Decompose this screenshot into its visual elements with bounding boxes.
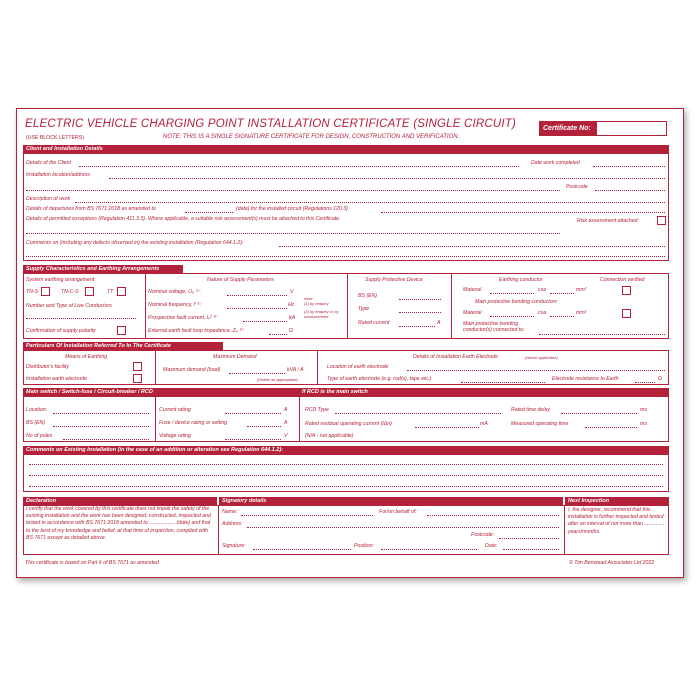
bonding-verified-checkbox[interactable] (622, 309, 631, 318)
time-delay-input[interactable] (561, 413, 637, 414)
unit-ohm: Ω (289, 328, 293, 334)
installation-location-label: Installation location/address (26, 172, 91, 178)
nominal-voltage-label: Nominal voltage, U₀ ⁽¹⁾ (148, 289, 200, 295)
external-loop-input[interactable] (269, 334, 287, 335)
position-label: Position: (354, 543, 374, 549)
nature-supply-heading: Nature of Supply Parameters (207, 277, 274, 283)
rcd-type-input[interactable] (335, 413, 501, 414)
type-electrode-input[interactable] (461, 382, 545, 383)
bonding-connected-label: Main protective bonding conductor(s) connected to: (463, 321, 525, 333)
certificate-number-label: Certificate No: (540, 122, 597, 135)
earthing-unit-mm2: mm² (576, 287, 587, 293)
risk-assessment-checkbox[interactable] (657, 216, 666, 225)
spd-rated-input[interactable] (399, 326, 435, 327)
spd-type-input[interactable] (399, 312, 441, 313)
postcode-input[interactable] (595, 190, 665, 191)
defects-comments-label: Comments on (including any defects observed in) the existing installation (Regulation 644.1.2): (26, 240, 244, 246)
means-earthing-heading: Means of Earthing (65, 354, 108, 360)
spd-rated-label: Rated current (358, 320, 390, 326)
client-input[interactable] (79, 166, 519, 167)
where-applicable-label: (where applicable) (525, 355, 558, 360)
switch-poles-input[interactable] (63, 439, 149, 440)
distributor-facility-label: Distributor's facility (26, 364, 70, 370)
electrode-resistance-label: Electrode resistance to Earth (552, 376, 619, 382)
bonding-connected-input[interactable] (539, 334, 665, 335)
signatory-address-input[interactable] (247, 527, 559, 528)
block-letters-note: (USE BLOCK LETTERS) (26, 135, 84, 141)
date-input[interactable] (503, 549, 559, 550)
residual-current-label: Rated residual operating current (IΔn) (305, 421, 392, 427)
voltage-rating-label: Voltage rating (159, 433, 191, 439)
not-applicable-label: (N/A - not applicable) (305, 433, 354, 439)
delete-appropriate-label: (Delete as appropriate) (257, 377, 298, 382)
bonding-unit-mm2: mm² (576, 310, 587, 316)
earthing-verified-checkbox[interactable] (622, 286, 631, 295)
fuse-rating-input[interactable] (247, 426, 281, 427)
client-section-heading: Client and Installation Details (23, 145, 669, 153)
system-earthing-label: System earthing arrangement: (26, 277, 96, 283)
comments-line-3[interactable] (29, 486, 663, 487)
live-conductors-label: Number and Type of Live Conductors (26, 303, 112, 309)
max-demand-label: Maximum demand (load) (163, 367, 221, 373)
spd-bs-label: BS (EN) (358, 293, 378, 299)
prospective-fault-input[interactable] (243, 321, 287, 322)
bonding-heading: Main protective bonding conductors (475, 299, 557, 305)
time-delay-label: Rated time delay (511, 407, 550, 413)
switch-bs-label: BS (EN) (26, 420, 46, 426)
earthing-material-label: Material (463, 287, 482, 293)
on-behalf-input[interactable] (427, 515, 559, 516)
on-behalf-label: For/on behalf of: (379, 509, 417, 515)
signatory-postcode-label: Postcode: (471, 532, 495, 538)
switch-poles-label: No of poles (26, 433, 53, 439)
switch-location-input[interactable] (53, 413, 149, 414)
rcd-type-label: RCD Type (305, 407, 329, 413)
signatory-name-input[interactable] (241, 515, 373, 516)
fuse-rating-label: Fuse / device rating or setting (159, 420, 228, 426)
spd-type-label: Type (358, 306, 370, 312)
certificate-number-box (539, 121, 667, 136)
nominal-frequency-label: Nominal frequency, f ⁽¹⁾ (148, 302, 201, 308)
signatory-address-label: Address: (222, 521, 243, 527)
location-electrode-label: Location of earth electrode (327, 364, 389, 370)
form-title: ELECTRIC VEHICLE CHARGING POINT INSTALLATION CERTIFICATE (SINGLE CIRCUIT) (25, 118, 517, 130)
departures-label-a: Details of departures from BS 7671:2018 as amended to (26, 206, 156, 212)
tt-label: TT (107, 289, 114, 295)
postcode-label: Postcode (566, 184, 588, 190)
signature-input[interactable] (253, 549, 351, 550)
electrode-unit-ohm: Ω (658, 376, 662, 382)
tt-checkbox[interactable] (117, 287, 126, 296)
signatory-postcode-input[interactable] (499, 538, 559, 539)
spd-unit-a: A (437, 320, 441, 326)
description-input[interactable] (75, 202, 665, 203)
bonding-csa-label: csa (538, 310, 547, 316)
polarity-checkbox[interactable] (117, 326, 126, 335)
external-loop-label: External earth fault loop impedance, Zₑ ⁽²⁾ (148, 328, 244, 334)
connection-verified-label: Connection verified (600, 277, 645, 283)
comments-heading: Comments on Existing Installation (in the case of an addition or alteration see Regulation 644.1.2): (23, 446, 669, 454)
live-conductors-input[interactable] (26, 318, 136, 319)
operating-time-input[interactable] (585, 427, 637, 428)
note-by-enquiry: (1) by enquiry (304, 301, 329, 306)
current-rating-input[interactable] (225, 413, 281, 414)
exceptions-label: Details of permitted exceptions (Regulation 411.3.3). Where applicable, a suitable risk assessment(s) must be attached to this Certificate. (26, 216, 341, 222)
current-rating-label: Current rating (159, 407, 191, 413)
electrode-resistance-input[interactable] (635, 382, 655, 383)
departures-input[interactable] (381, 212, 665, 213)
certificate-number-input[interactable] (597, 122, 666, 135)
current-rating-unit: A (284, 407, 288, 413)
declaration-heading: Declaration (23, 497, 217, 505)
signature-label: Signature: (222, 543, 246, 549)
tncs-checkbox[interactable] (85, 287, 94, 296)
distributor-facility-checkbox[interactable] (133, 362, 142, 371)
residual-current-input[interactable] (415, 427, 479, 428)
rcd-heading: If RCD is the main switch (299, 388, 669, 396)
description-label: Description of work (26, 196, 71, 202)
installation-electrode-label: Installation earth electrode (26, 376, 87, 382)
prospective-fault-label: Prospective fault current, Iₚᶠ ⁽²⁾ (148, 315, 218, 321)
declaration-text: I certify that the work covered by this certificate does not impair the safety of the existing installation and the work has been designed, constructed, inspected and tested in accordance with BS 7671:2018 amended to .................. (date) and that to the best of my knowledge and belief, at that time of inspection, complied with BS 7671 except as detailed above. (26, 506, 211, 541)
type-electrode-label: Type of earth electrode (e.g. rod(s), tape etc.) (327, 376, 432, 382)
signatory-name-label: Name: (222, 509, 238, 515)
operating-time-unit: ms (640, 421, 647, 427)
exceptions-input[interactable] (26, 233, 560, 234)
single-signature-note: NOTE: THIS IS A SINGLE SIGNATURE CERTIFICATE FOR DESIGN, CONSTRUCTION AND VERIFICATION. (163, 134, 460, 140)
max-demand-input[interactable] (229, 373, 285, 374)
earthing-conductor-heading: Earthing conductor (499, 277, 543, 283)
operating-time-label: Measured operating time (511, 421, 569, 427)
unit-v: V (290, 289, 294, 295)
risk-assessment-label: Risk assessment attached (577, 218, 638, 224)
tns-label: TN-S (26, 289, 39, 295)
installation-electrode-checkbox[interactable] (133, 374, 142, 383)
location-electrode-input[interactable] (407, 370, 665, 371)
certificate-form (16, 108, 684, 578)
date-completed-label: Date work completed (531, 160, 580, 166)
electrode-heading: Details of Installation Earth Electrode (413, 354, 499, 360)
position-input[interactable] (381, 549, 477, 550)
fuse-rating-unit: A (284, 420, 288, 426)
departures-label-b: (date) for the installed circuit (Regulations 120.3) (236, 206, 348, 212)
max-demand-heading: Maximum Demand (213, 354, 257, 360)
time-delay-unit: ms (640, 407, 647, 413)
installation-address-line[interactable] (26, 190, 560, 191)
tncs-label: TN-C-S (61, 289, 79, 295)
earthing-csa-input[interactable] (550, 293, 574, 294)
earthing-material-input[interactable] (490, 293, 534, 294)
signatory-heading: Signatory details (219, 497, 563, 505)
nominal-voltage-input[interactable] (227, 295, 287, 296)
departures-date-input[interactable] (185, 212, 233, 213)
next-inspection-text: I, the designer, recommend that this installation is further inspected and tested after an interval of not more than .............. years/months. (568, 507, 665, 535)
tns-checkbox[interactable] (41, 287, 50, 296)
particulars-heading: Particulars Of Installation Referred To In The Certificate (23, 342, 223, 350)
voltage-rating-unit: V (284, 433, 288, 439)
voltage-rating-input[interactable] (225, 439, 281, 440)
switch-bs-input[interactable] (53, 426, 149, 427)
next-inspection-heading: Next Inspection (565, 497, 669, 505)
note-by-measurement: (2) by enquiry or by measurement (304, 309, 339, 319)
kva-a-label: kVA / A (287, 367, 304, 373)
date-completed-input[interactable] (593, 166, 665, 167)
unit-hz: Hz (288, 302, 295, 308)
earthing-csa-label: csa (538, 287, 547, 293)
nominal-frequency-input[interactable] (227, 308, 287, 309)
unit-ka: kA (289, 315, 296, 321)
date-label: Date: (485, 543, 498, 549)
defects-comments-line[interactable] (26, 256, 665, 257)
bonding-csa-input[interactable] (550, 316, 574, 317)
bonding-material-label: Material (463, 310, 482, 316)
defects-comments-input[interactable] (279, 246, 665, 247)
note-label: Note: (304, 296, 314, 301)
client-label: Details of the Client (26, 160, 71, 166)
bonding-material-input[interactable] (490, 316, 534, 317)
spd-bs-input[interactable] (399, 299, 441, 300)
switch-location-label: Location: (26, 407, 48, 413)
spd-heading: Supply Protective Device (365, 277, 423, 283)
polarity-label: Confirmation of supply polarity (26, 328, 96, 334)
main-switch-heading: Main switch / Switch-fuse / Circuit-breaker / RCD (23, 388, 299, 396)
installation-location-input[interactable] (109, 178, 665, 179)
comments-line-1[interactable] (29, 464, 663, 465)
footer-copyright: © Tim Benstead Associates Ltd 2022 (569, 560, 655, 566)
footer-note: This certificate is based on Part 6 of BS 7671 as amended (25, 560, 159, 566)
comments-line-2[interactable] (29, 475, 663, 476)
residual-current-unit: mA (480, 421, 488, 427)
supply-section-heading: Supply Characteristics and Earthing Arrangements (23, 265, 183, 273)
